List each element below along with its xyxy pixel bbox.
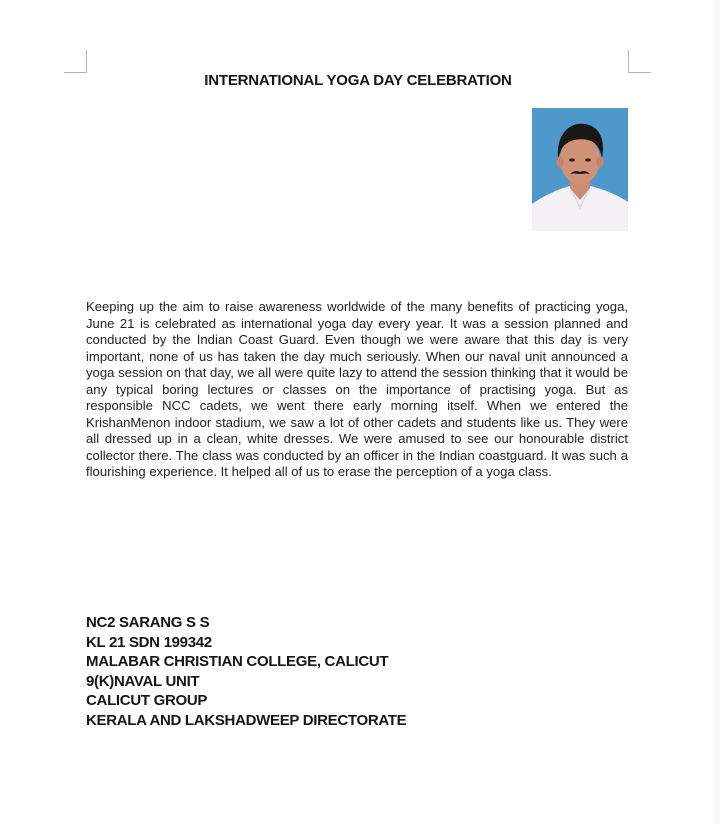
margin-corner-mark-top-right <box>628 50 651 73</box>
signature-line-regimental-number: KL 21 SDN 199342 <box>86 633 212 651</box>
signature-line-college: MALABAR CHRISTIAN COLLEGE, CALICUT <box>86 653 389 670</box>
signature-block <box>86 613 586 730</box>
document-title: INTERNATIONAL YOGA DAY CELEBRATION <box>204 72 512 89</box>
body-paragraph: Keeping up the aim to raise awareness worldwide of the many benefits of practicing yoga, June 21 is celebrated as international yoga day every year. It was a session planned and conducted by the Indian Coast Guard. Even though we were aware that this day is very important, none of us has taken the day much seriously. When our naval unit announced a yoga session on that day, we all were quite lazy to attend the session thinking that it would be any typical boring lectures or classes on the importance of practising yoga. But as responsible NCC cadets, we went there early morning itself. When we entered the KrishanMenon indoor stadium, we saw a lot of other cadets and students like us. They were all dressed up in a clean, white dresses. We were amused to see our honourable district collector there. The class was conducted by an officer in the Indian coastguard. It was such a flourishing experience. It helped all of us to erase the perception of a yoga class. <box>86 299 628 479</box>
signature-line-name: NC2 SARANG S S <box>86 614 210 631</box>
portrait-photo <box>532 108 628 231</box>
signature-line-directorate: KERALA AND LAKSHADWEEP DIRECTORATE <box>86 711 407 729</box>
signature-line-unit: 9(K)NAVAL UNIT <box>86 672 200 690</box>
margin-corner-mark-top-left <box>64 50 87 73</box>
signature-line-group: CALICUT GROUP <box>86 692 208 709</box>
page-edge-strip <box>714 0 720 824</box>
